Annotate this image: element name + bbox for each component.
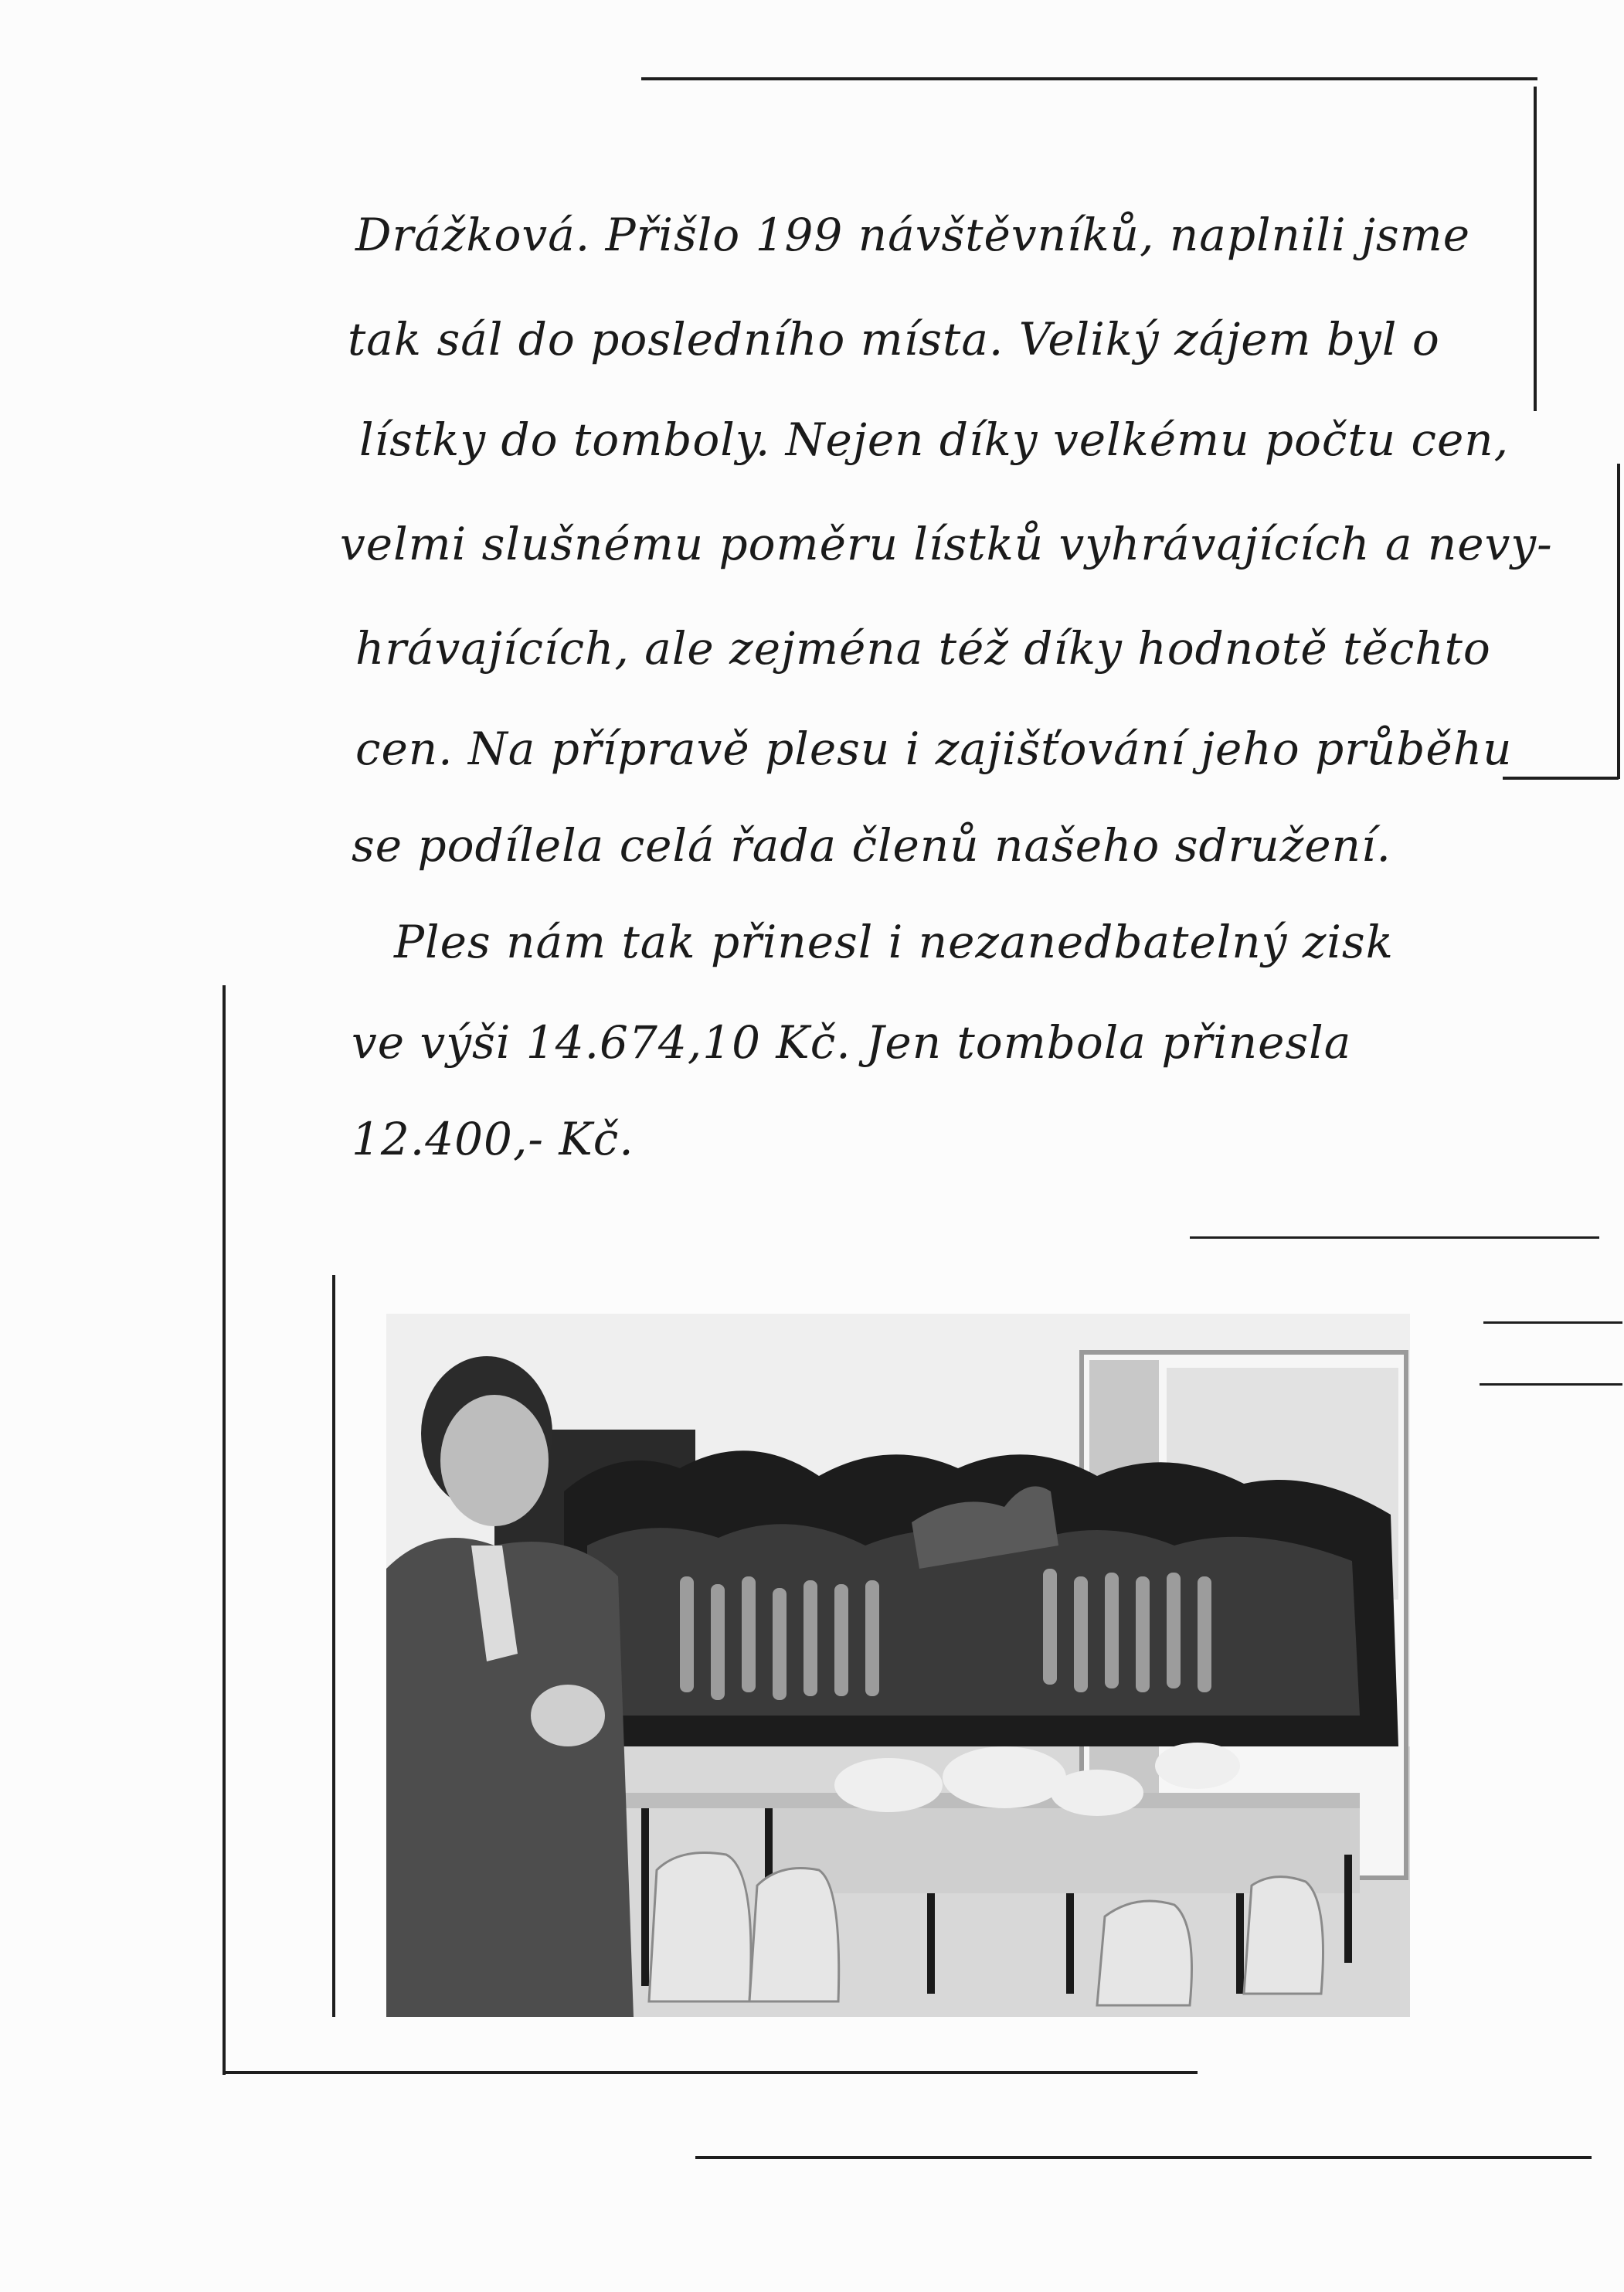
frame-rule-right-short-3	[1480, 1383, 1622, 1386]
text-line-2: tak sál do posledního místa. Veliký zájem byl o	[348, 313, 1440, 366]
text-line-8: Ples nám tak přinesl i nezanedbatelný zisk	[394, 916, 1394, 968]
frame-rule-photo-left	[332, 1275, 335, 2017]
text-line-7: se podílela celá řada členů našeho sdružení.	[352, 819, 1391, 872]
text-line-1: Drážková. Přišlo 199 návštěvníků, naplnili jsme	[355, 209, 1471, 261]
frame-rule-top	[641, 77, 1537, 80]
frame-rule-right-upper	[1534, 87, 1537, 411]
text-line-10: 12.400,- Kč.	[352, 1113, 634, 1165]
text-line-4: velmi slušnému poměru lístků vyhrávajících a nevy-	[340, 518, 1553, 570]
frame-rule-right-mid-foot	[1503, 777, 1619, 780]
photograph-icon	[386, 1314, 1410, 2017]
text-line-6: cen. Na přípravě plesu i zajišťování jeho průběhu	[355, 723, 1513, 775]
frame-rule-bottom	[695, 2156, 1592, 2159]
text-line-9: ve výši 14.674,10 Kč. Jen tombola přinesla	[352, 1016, 1352, 1069]
text-line-5: hrávajících, ale zejména též díky hodnotě těchto	[355, 622, 1491, 675]
frame-rule-right-short-2	[1483, 1321, 1622, 1324]
frame-rule-right-short-1	[1190, 1236, 1599, 1239]
frame-rule-right-mid	[1617, 464, 1620, 779]
frame-rule-bottom-left	[224, 2071, 1198, 2074]
photograph	[386, 1314, 1410, 2017]
text-line-3: lístky do tomboly. Nejen díky velkému počtu cen,	[359, 413, 1510, 466]
frame-rule-left-lower	[223, 985, 226, 2075]
